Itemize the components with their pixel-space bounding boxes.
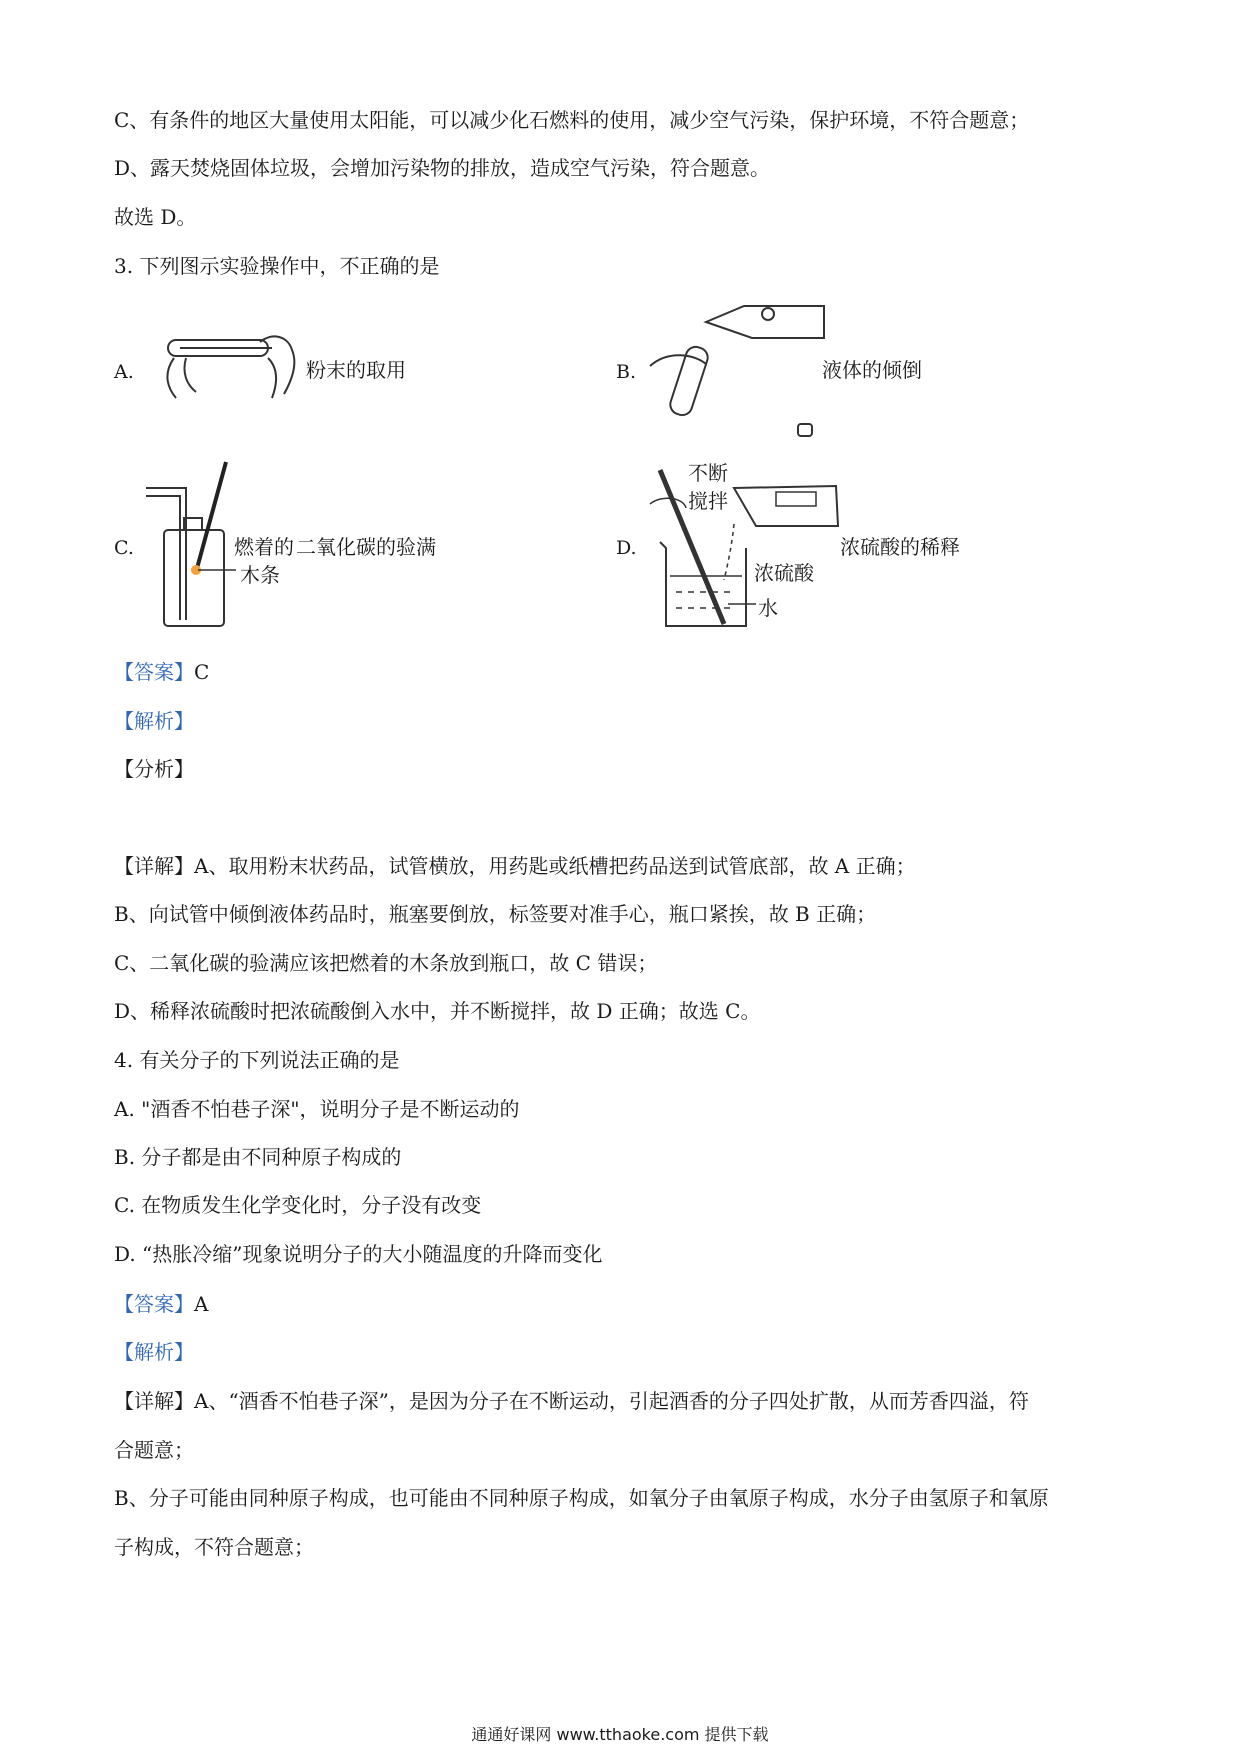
q3-answer-value: C (194, 660, 210, 684)
q3-stem: 3. 下列图示实验操作中，不正确的是 (114, 254, 440, 278)
liquid-pouring-illustration (648, 294, 828, 444)
q3-option-d-label-acid: 浓硫酸 (754, 561, 814, 585)
q3-option-c-caption: 二氧化碳的验满 (296, 535, 436, 559)
prev-choice-text: 故选 D。 (114, 205, 197, 229)
prev-option-d-text: D、露天焚烧固体垃圾，会增加污染物的排放，造成空气污染，符合题意。 (114, 156, 771, 180)
q3-answer (114, 658, 209, 686)
q3-detail-c: C、二氧化碳的验满应该把燃着的木条放到瓶口，故 C 错误； (114, 951, 658, 975)
q3-option-a-caption: 粉末的取用 (306, 358, 406, 382)
prev-option-c-text: C、有条件的地区大量使用太阳能，可以减少化石燃料的使用，减少空气污染，保护环境，不符合题意； (114, 108, 1030, 132)
q3-answer-tag: 【答案】 (114, 660, 194, 684)
q3-option-c-letter: C. (114, 537, 134, 559)
q4-option-b: B. 分子都是由不同种原子构成的 (114, 1145, 402, 1169)
q3-detail-tag: 【详解】 (114, 854, 194, 878)
q4-detail-b: B、分子可能由同种原子构成，也可能由不同种原子构成，如氧分子由氧原子构成，水分子由氢原子和氧原 (114, 1486, 1049, 1510)
q4-detail-a-cont: 合题意； (114, 1438, 194, 1462)
q3-option-d-label-water: 水 (758, 596, 778, 620)
q4-analysis-tag: 【解析】 (114, 1340, 194, 1364)
q4-detail-a-text: A、“酒香不怕巷子深”，是因为分子在不断运动，引起酒香的分子四处扩散，从而芳香四溢，符 (194, 1389, 1029, 1413)
q3-option-c-label-stick: 木条 (240, 563, 280, 587)
q3-detail-a-text: A、取用粉末状药品，试管横放，用药匙或纸槽把药品送到试管底部，故 A 正确； (194, 854, 916, 878)
q3-option-d-caption: 浓硫酸的稀释 (840, 535, 960, 559)
q4-option-c: C. 在物质发生化学变化时，分子没有改变 (114, 1193, 482, 1217)
q3-detail-b: B、向试管中倾倒液体药品时，瓶塞要倒放，标签要对准手心，瓶口紧挨，故 B 正确； (114, 902, 877, 926)
q4-stem: 4. 有关分子的下列说法正确的是 (114, 1048, 400, 1072)
q4-detail-a (114, 1387, 1029, 1415)
q3-option-d-letter: D. (616, 537, 637, 559)
q4-detail-b-cont: 子构成，不符合题意； (114, 1535, 314, 1559)
q3-option-d-label-stir: 搅拌 (688, 489, 728, 513)
q4-answer (114, 1290, 208, 1318)
q4-option-d: D. “热胀冷缩”现象说明分子的大小随温度的升降而变化 (114, 1242, 603, 1266)
q4-answer-value: A (194, 1292, 209, 1316)
page-footer: 通通好课网 www.tthaoke.com 提供下载 (471, 1725, 769, 1744)
gas-bottle-illustration (144, 460, 244, 630)
acid-dilution-illustration (652, 464, 862, 634)
q4-answer-tag: 【答案】 (114, 1292, 194, 1316)
q3-detail-a (114, 852, 916, 880)
q3-option-a-letter: A. (114, 361, 134, 383)
q3-fenxi-tag: 【分析】 (114, 757, 194, 781)
q3-detail-d: D、稀释浓硫酸时把浓硫酸倒入水中，并不断搅拌，故 D 正确；故选 C。 (114, 999, 761, 1023)
q4-detail-tag: 【详解】 (114, 1389, 194, 1413)
q3-option-b-letter: B. (616, 361, 637, 383)
q4-option-a: A. "酒香不怕巷子深"，说明分子是不断运动的 (114, 1097, 520, 1121)
powder-test-tube-illustration (160, 328, 300, 406)
q3-option-d-label-constant: 不断 (688, 461, 728, 485)
q3-option-c-label-burning: 燃着的 (234, 535, 294, 559)
q3-analysis-tag: 【解析】 (114, 709, 194, 733)
q3-option-b-caption: 液体的倾倒 (822, 358, 922, 382)
